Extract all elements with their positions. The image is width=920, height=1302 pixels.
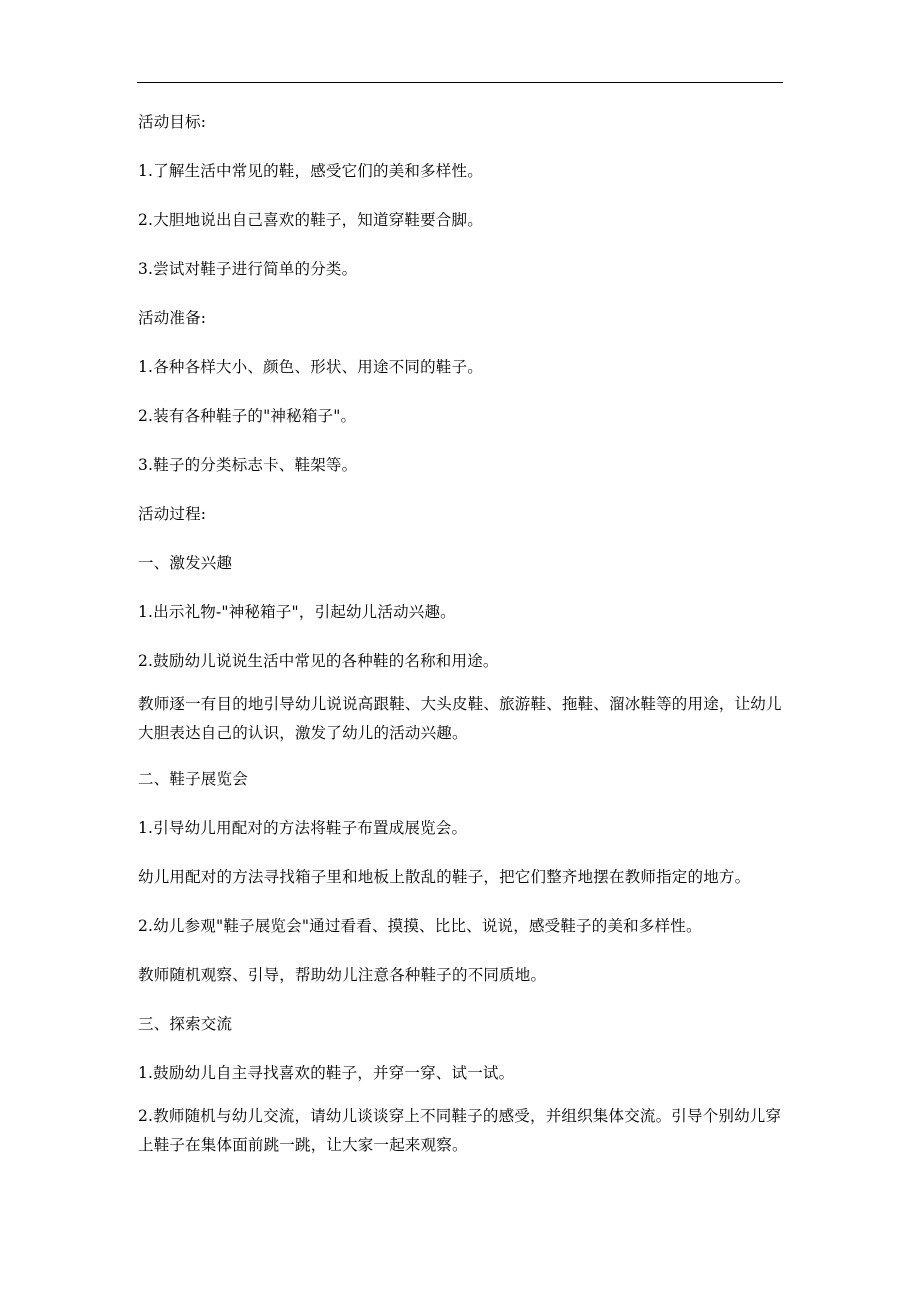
- section-heading-goals: 活动目标:: [138, 113, 207, 131]
- header-rule: [137, 82, 783, 83]
- process-step-3-1: 1.鼓励幼儿自主寻找喜欢的鞋子，并穿一穿、试一试。: [138, 1064, 515, 1082]
- section-heading-preparation: 活动准备:: [138, 309, 207, 327]
- process-note-2-2: 教师随机观察、引导，帮助幼儿注意各种鞋子的不同质地。: [138, 966, 547, 984]
- preparation-item-1: 1.各种各样大小、颜色、形状、用途不同的鞋子。: [138, 358, 483, 376]
- goal-item-1: 1.了解生活中常见的鞋，感受它们的美和多样性。: [138, 162, 483, 180]
- process-note-1: 教师逐一有目的地引导幼儿说说高跟鞋、大头皮鞋、旅游鞋、拖鞋、溜冰鞋等的用途，让幼儿大胆表达自己的认识，激发了幼儿的活动兴趣。: [138, 695, 782, 742]
- preparation-item-2: 2.装有各种鞋子的"神秘箱子"。: [138, 407, 357, 425]
- goal-item-3: 3.尝试对鞋子进行简单的分类。: [138, 260, 358, 278]
- process-note-2-1: 幼儿用配对的方法寻找箱子里和地板上散乱的鞋子，把它们整齐地摆在教师指定的地方。: [138, 868, 751, 886]
- subsection-heading-1: 一、激发兴趣: [138, 554, 233, 572]
- process-step-2-2: 2.幼儿参观"鞋子展览会"通过看看、摸摸、比比、说说，感受鞋子的美和多样性。: [138, 917, 702, 935]
- subsection-heading-3: 三、探索交流: [138, 1015, 233, 1033]
- preparation-item-3: 3.鞋子的分类标志卡、鞋架等。: [138, 456, 358, 474]
- process-step-2-1: 1.引导幼儿用配对的方法将鞋子布置成展览会。: [138, 819, 468, 837]
- section-heading-process: 活动过程:: [138, 505, 207, 523]
- subsection-heading-2: 二、鞋子展览会: [138, 770, 248, 788]
- process-step-1-1: 1.出示礼物-"神秘箱子"，引起幼儿活动兴趣。: [138, 603, 456, 621]
- process-step-1-2: 2.鼓励幼儿说说生活中常见的各种鞋的名称和用途。: [138, 652, 499, 670]
- goal-item-2: 2.大胆地说出自己喜欢的鞋子，知道穿鞋要合脚。: [138, 211, 483, 229]
- process-step-3-2: 2.教师随机与幼儿交流，请幼儿谈谈穿上不同鞋子的感受，并组织集体交流。引导个别幼儿穿上鞋子在集体面前跳一跳，让大家一起来观察。: [138, 1107, 782, 1154]
